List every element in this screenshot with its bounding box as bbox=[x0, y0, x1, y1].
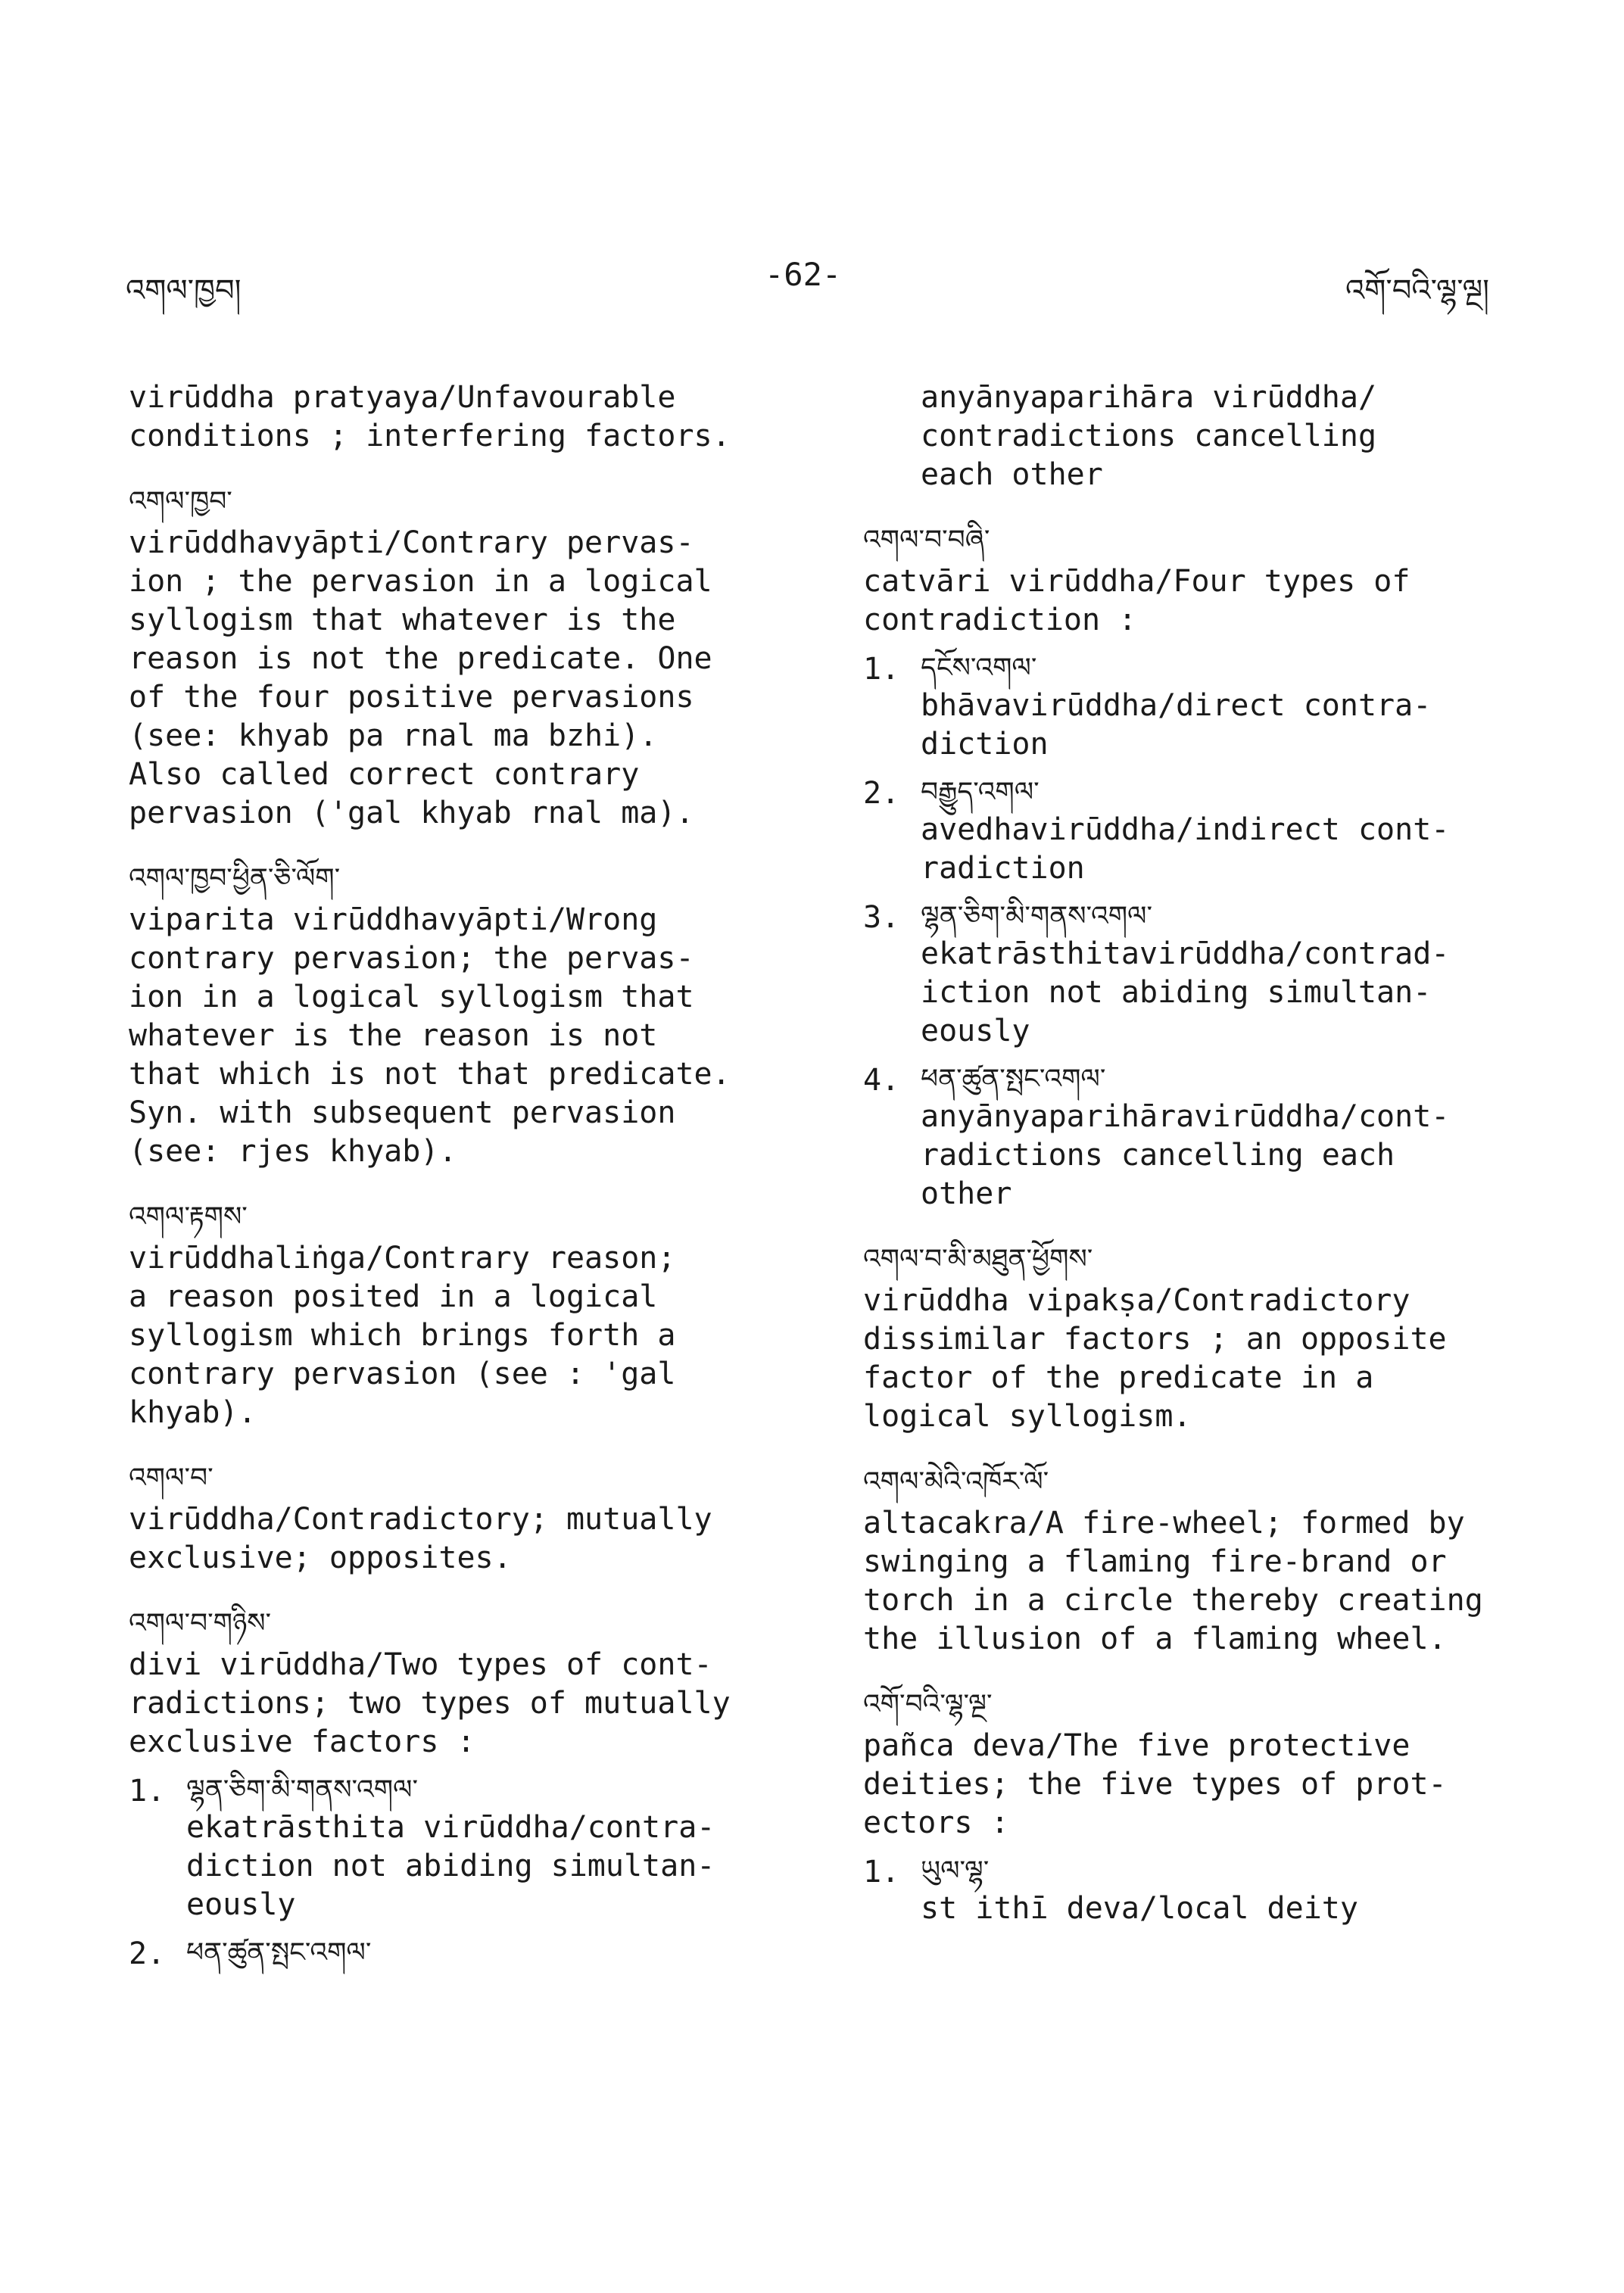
sub-item-number: 1. bbox=[863, 1855, 900, 1890]
sub-item-number: 3. bbox=[863, 900, 900, 935]
sub-item-definition: ekatrāsthita virūddha/contra- diction not abiding simultan- eously bbox=[186, 1810, 715, 1922]
running-head-right: འགོ་བའི་ལྷ་ལྔ། bbox=[1345, 273, 1489, 308]
entry-definition: divi virūddha/Two types of cont- radictions; two types of mutually exclusive factors : bbox=[129, 1647, 731, 1759]
sub-item-headword: ཡུལ་ལྷ་ bbox=[921, 1855, 990, 1886]
entry-definition: virūddhaliṅga/Contrary reason; a reason posited in a logical syllogism which brings forth a contrary pervasion (see : 'gal khyab). bbox=[129, 1241, 676, 1430]
sub-item-number: 2. bbox=[863, 776, 900, 811]
sub-item bbox=[863, 774, 1529, 888]
sub-item-definition: ekatrāsthitavirūddha/contrad- iction not abiding simultan- eously bbox=[921, 936, 1450, 1048]
sub-item bbox=[863, 1853, 1529, 1928]
entry bbox=[863, 1241, 1529, 1436]
sub-item-definition: anyānyaparihāravirūddha/cont- radictions cancelling each other bbox=[921, 1099, 1450, 1211]
entry-headword: འགལ་བ་ bbox=[129, 1463, 214, 1494]
entry-headword: འགལ་ཁྱབ་ bbox=[129, 486, 232, 517]
sub-item-number: 2. bbox=[129, 1936, 166, 1971]
entry-headword: འགལ་བ་བཞི་ bbox=[863, 525, 990, 556]
sub-item-headword: ཕན་ཚུན་སྤང་འགལ་ bbox=[921, 1064, 1106, 1095]
entry-headword: འགལ་བ་མི་མཐུན་ཕྱོགས་ bbox=[863, 1244, 1093, 1275]
sub-item-headword: ཕན་ཚུན་སྤང་འགལ་ bbox=[186, 1937, 372, 1968]
sub-item bbox=[129, 1772, 810, 1924]
entry-headword: འགལ་མེའི་འཁོར་ལོ་ bbox=[863, 1466, 1049, 1497]
entry-definition: virūddha/Contradictory; mutually exclusive; opposites. bbox=[129, 1502, 712, 1575]
sub-item-headword: ལྷན་ཅིག་མི་གནས་འགལ་ bbox=[921, 901, 1153, 932]
sub-item bbox=[863, 899, 1529, 1051]
entry bbox=[863, 1686, 1529, 1928]
entry-headword: འགོ་བའི་ལྷ་ལྔ་ bbox=[863, 1689, 993, 1720]
entry bbox=[863, 1463, 1529, 1659]
sub-item-definition: bhāvavirūddha/direct contra- diction bbox=[921, 688, 1432, 762]
sub-item-headword: དངོས་འགལ་ bbox=[921, 653, 1037, 684]
entry bbox=[129, 379, 810, 456]
entry bbox=[863, 379, 1529, 494]
sub-item-number: 4. bbox=[863, 1063, 900, 1098]
entry-definition: catvāri virūddha/Four types of contradiction : bbox=[863, 564, 1410, 637]
entry-definition: virūddha pratyaya/Unfavourable conditions ; interfering factors. bbox=[129, 380, 731, 453]
sub-item-headword: ལྷན་ཅིག་མི་གནས་འགལ་ bbox=[186, 1774, 419, 1805]
entry bbox=[863, 522, 1529, 1213]
entry-definition: virūddhavyāpti/Contrary pervas- ion ; the pervasion in a logical syllogism that whatever is the reason is not the predicate. One of the four positive pervasions (see: khyab pa rnal ma bzhi). Also called correct contrary pervasion ('gal khyab rnal ma). bbox=[129, 525, 712, 830]
sub-item-number: 1. bbox=[129, 1774, 166, 1809]
sub-item-definition: st ithī deva/local deity bbox=[921, 1891, 1358, 1926]
entry-definition: anyānyaparihāra virūddha/ contradictions cancelling each other bbox=[921, 380, 1377, 492]
entry bbox=[129, 1460, 810, 1578]
sub-item-number: 1. bbox=[863, 652, 900, 687]
sub-item bbox=[863, 1061, 1529, 1213]
entry-definition: virūddha vipakṣa/Contradictory dissimilar factors ; an opposite factor of the predicate in a logical syllogism. bbox=[863, 1283, 1447, 1434]
page-number: -62- bbox=[765, 256, 842, 293]
entry-definition: altacakra/A fire-wheel; formed by swinging a flaming fire-brand or torch in a circle thereby creating the illusion of a flaming wheel. bbox=[863, 1506, 1483, 1656]
sub-item bbox=[863, 650, 1529, 764]
entry bbox=[129, 860, 810, 1171]
sub-item-definition: avedhavirūddha/indirect cont- radiction bbox=[921, 812, 1450, 886]
entry bbox=[129, 1605, 810, 1974]
entry-definition: pañca deva/The five protective deities; the five types of prot- ectors : bbox=[863, 1728, 1447, 1840]
sub-item bbox=[129, 1935, 810, 1974]
entry-definition: viparita virūddhavyāpti/Wrong contrary pervasion; the pervas- ion in a logical syllogism that whatever is the reason is not that which is not that predicate. Syn. with subsequent pervasion (see: rjes khyab). bbox=[129, 902, 731, 1169]
entry-headword: འགལ་རྟགས་ bbox=[129, 1201, 248, 1232]
sub-item-headword: བརྒྱུད་འགལ་ bbox=[921, 777, 1040, 808]
running-head-left: འགལ་ཁྱབ། bbox=[126, 273, 242, 308]
entry bbox=[129, 483, 810, 833]
entry-headword: འགལ་བ་གཉིས་ bbox=[129, 1608, 272, 1639]
right-column bbox=[863, 379, 1529, 1955]
entry bbox=[129, 1198, 810, 1432]
left-column bbox=[129, 379, 810, 2001]
entry-headword: འགལ་ཁྱབ་ཕྱིན་ཅི་ལོག་ bbox=[129, 863, 341, 894]
